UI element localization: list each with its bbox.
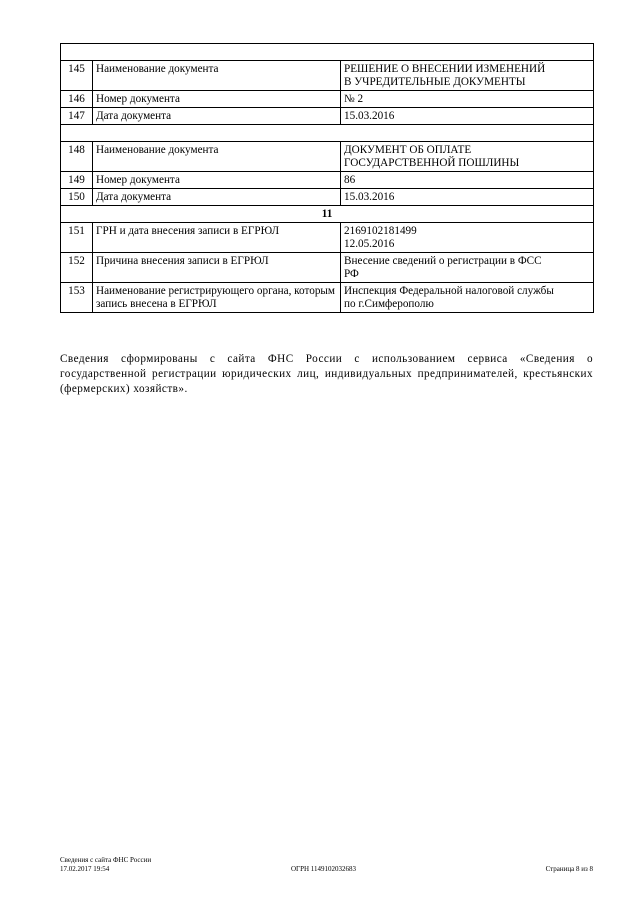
row-number: 147: [61, 108, 93, 125]
field-label: Дата документа: [93, 108, 341, 125]
footer-page-number: Страница 8 из 8: [545, 864, 593, 873]
field-label: Наименование документа: [93, 61, 341, 91]
table-row: [61, 91, 594, 108]
field-value-line: 12.05.2016: [344, 238, 395, 250]
table-row-blank: [61, 44, 594, 61]
field-value-line: ДОКУМЕНТ ОБ ОПЛАТЕ: [344, 144, 472, 156]
table-row: [61, 142, 594, 172]
row-number: 152: [61, 253, 93, 283]
table-body: [61, 44, 594, 313]
field-value-line: РЕШЕНИЕ О ВНЕСЕНИИ ИЗМЕНЕНИЙ: [344, 63, 546, 75]
footer-source: Сведения с сайта ФНС России: [60, 856, 152, 864]
field-label: Причина внесения записи в ЕГРЮЛ: [93, 253, 341, 283]
field-value: [341, 61, 594, 91]
table-row: [61, 172, 594, 189]
field-label: ГРН и дата внесения записи в ЕГРЮЛ: [93, 223, 341, 253]
field-value: [341, 91, 594, 108]
field-value: [341, 108, 594, 125]
row-number: 150: [61, 189, 93, 206]
field-label: Дата документа: [93, 189, 341, 206]
field-value-line: по г.Симферополю: [344, 298, 434, 310]
row-number: 149: [61, 172, 93, 189]
field-value-line: РФ: [344, 268, 359, 280]
egrul-record-table: [60, 43, 594, 313]
table-row: [61, 61, 594, 91]
section-number: 11: [61, 206, 594, 223]
source-note: Сведения сформированы с сайта ФНС России с использованием сервиса «Сведения о государственной регистрации юридических лиц, индивидуальных предпринимателей, крестьянских (фермерских) хозяйств».: [60, 353, 593, 395]
row-number: 146: [61, 91, 93, 108]
field-label: Наименование документа: [93, 142, 341, 172]
field-value-line: 15.03.2016: [344, 191, 395, 203]
field-value-line: Внесение сведений о регистрации в ФСС: [344, 255, 542, 267]
field-value-line: 2169102181499: [344, 225, 417, 237]
field-value-line: В УЧРЕДИТЕЛЬНЫЕ ДОКУМЕНТЫ: [344, 76, 526, 88]
field-label: Номер документа: [93, 172, 341, 189]
field-value: [341, 172, 594, 189]
field-value-line: 86: [344, 174, 356, 186]
field-value-line: Инспекция Федеральной налоговой службы: [344, 285, 554, 297]
table-row-blank: [61, 125, 594, 142]
field-value: [341, 223, 594, 253]
blank-cell: [61, 44, 594, 61]
field-value: [341, 142, 594, 172]
table-row: [61, 223, 594, 253]
table-row: [61, 253, 594, 283]
row-number: 148: [61, 142, 93, 172]
field-value: [341, 189, 594, 206]
field-label: Наименование регистрирующего органа, которым запись внесена в ЕГРЮЛ: [93, 283, 341, 313]
row-number: 153: [61, 283, 93, 313]
table-row: [61, 108, 594, 125]
row-number: 145: [61, 61, 93, 91]
field-value: [341, 253, 594, 283]
row-number: 151: [61, 223, 93, 253]
table-row: [61, 283, 594, 313]
table-row-section: [61, 206, 594, 223]
footer-datetime: 17.02.2017 19:54: [60, 864, 110, 873]
field-value-line: 15.03.2016: [344, 110, 395, 122]
table-row: [61, 189, 594, 206]
field-value-line: ГОСУДАРСТВЕННОЙ ПОШЛИНЫ: [344, 157, 520, 169]
footer-ogrn: ОГРН 1149102032683: [291, 864, 357, 873]
page-footer: [60, 856, 593, 873]
field-label: Номер документа: [93, 91, 341, 108]
field-value-line: № 2: [344, 93, 364, 105]
blank-cell: [61, 125, 594, 142]
field-value: [341, 283, 594, 313]
